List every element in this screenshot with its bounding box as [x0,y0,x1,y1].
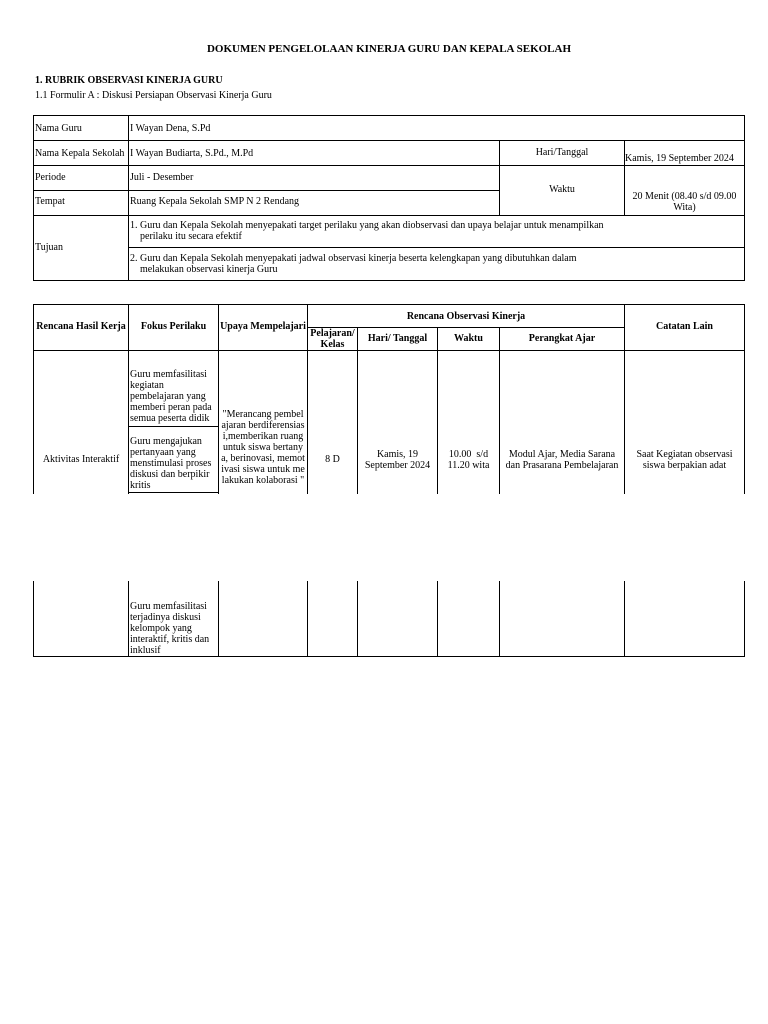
tempat-label-cell [33,190,129,216]
document-title: DOKUMEN PENGELOLAAN KINERJA GURU DAN KEPALA SEKOLAH [206,43,572,55]
fokus-divider-1 [129,426,218,427]
header-perangkat-text: Perangkat Ajar [528,333,596,344]
kepsek-value-cell [128,140,500,166]
hari-text: Kamis, 19 September 2024 [364,449,431,471]
nama-guru-value: I Wayan Dena, S.Pd [130,123,211,134]
tujuan-label: Tujuan [35,242,63,253]
waktu-label-cell [499,165,625,216]
subsection-heading: 1.1 Formulir A : Diskusi Persiapan Observasi Kinerja Guru [35,90,272,101]
header-rencana-hasil-kerja [33,304,129,351]
tujuan-label-cell [33,215,129,281]
header-upaya-text: Upaya Mempelajari [220,321,306,332]
fokus-item-1: Guru memfasilitasi kegiatan pembelajaran yang memberi peran pada semua peserta didik [130,369,212,424]
hari-label: Hari/Tanggal [535,147,589,158]
section-heading: 1. RUBRIK OBSERVASI KINERJA GURU [35,75,223,86]
tujuan-1-cell [128,215,745,248]
header-perangkat-ajar [499,327,625,351]
nama-guru-label-cell [33,115,129,141]
tujuan-1-line2: perilaku itu secara efektif [140,231,242,242]
perangkat-text: Modul Ajar, Media Sarana dan Prasarana Pembelajaran [505,449,619,471]
periode-label-cell [33,165,129,191]
rencana-text: Aktivitas Interaktif [42,454,120,465]
kelas-text: 8 D [325,454,340,465]
header-rencana-obs-text: Rencana Observasi Kinerja [406,311,526,322]
header-fokus-text: Fokus Perilaku [140,321,207,332]
tujuan-2-line2: melakukan observasi kinerja Guru [140,264,278,275]
kepsek-value: I Wayan Budiarta, S.Pd., M.Pd [130,148,254,159]
hari-value-cell [624,140,745,166]
header-upaya-mempelajari [218,304,308,351]
catatan-text: Saat Kegiatan observasi siswa berpakian adat [636,449,733,471]
header-pelajaran-kelas [307,327,358,351]
header-hari-tanggal [357,327,438,351]
header-waktu-text: Waktu [454,333,483,344]
waktu-value-cell [624,165,745,216]
header-hari-text: Hari/ Tanggal [367,333,428,344]
periode-value-cell [128,165,500,191]
upaya-text: "Merancang pembelajaran berdiferensiasi,memberikan ruang untuk siswa bertanya, berinovasi, memotivasi siswa untuk melakukan kolaborasi " [221,409,305,486]
header-rencana-text: Rencana Hasil Kerja [36,321,126,332]
tujuan-2-cell [128,247,745,281]
hari-label-cell [499,140,625,166]
waktu-text: 10.00 s/d 11.20 wita [447,449,491,471]
tujuan-2-line1: 2. Guru dan Kepala Sekolah menyepakati jadwal observasi kinerja beserta kelengkapan yang dibutuhkan dalam [130,253,577,264]
tujuan-1-line1: 1. Guru dan Kepala Sekolah menyepakati target perilaku yang akan diobservasi dan upaya belajar untuk menampilkan [130,220,604,231]
header-waktu [437,327,500,351]
header-catatan-text: Catatan Lain [656,321,713,332]
tempat-label: Tempat [35,196,65,207]
waktu-label: Waktu [549,184,575,195]
page-break-gap [0,494,768,581]
header-rencana-observasi [307,304,625,328]
kepsek-label: Nama Kepala Sekolah [35,148,125,159]
header-fokus-perilaku [128,304,219,351]
nama-guru-label: Nama Guru [35,123,82,134]
hari-value: Kamis, 19 September 2024 [625,153,734,164]
tempat-value: Ruang Kepala Sekolah SMP N 2 Rendang [130,196,300,207]
tempat-value-cell [128,190,500,216]
fokus-divider-2 [129,492,218,493]
header-catatan-lain [624,304,745,351]
nama-guru-value-cell [128,115,745,141]
waktu-value: 20 Menit (08.40 s/d 09.00 Wita) [632,191,737,213]
periode-value: Juli - Desember [130,172,194,183]
periode-label: Periode [35,172,66,183]
fokus-item-3: Guru memfasilitasi terjadinya diskusi kelompok yang interaktif, kritis dan inklusif [130,601,210,656]
fokus-item-2: Guru mengajukan pertanyaan yang menstimulasi proses diskusi dan berpikir kritis [130,436,212,491]
header-pelajaran-text: Pelajaran/ Kelas [310,328,355,350]
kepsek-label-cell [33,140,129,166]
